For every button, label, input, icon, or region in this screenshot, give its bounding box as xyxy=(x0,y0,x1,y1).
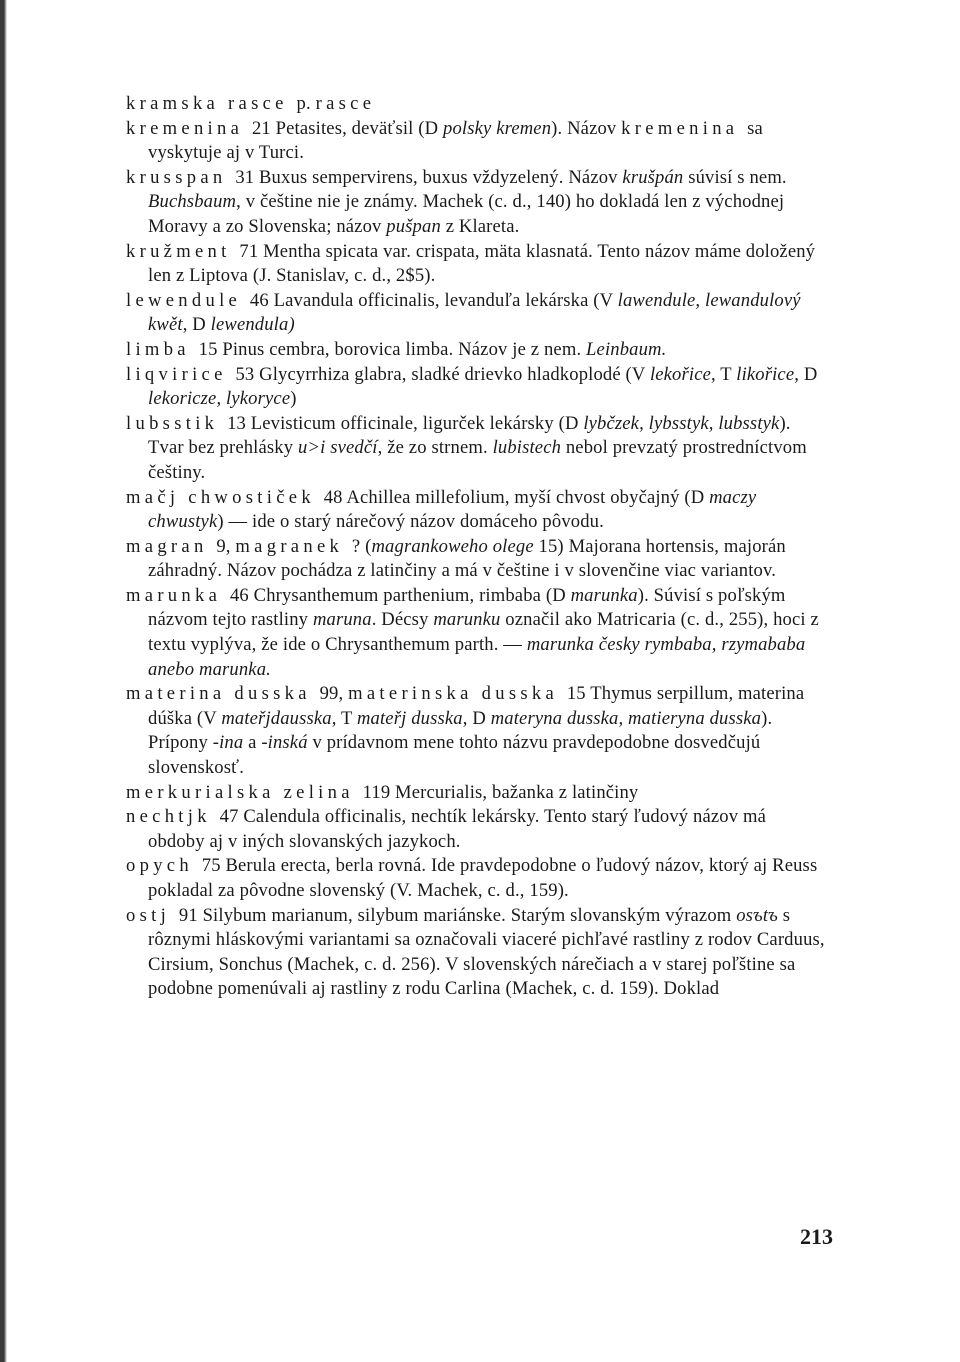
entry-variant-headword: rasce xyxy=(315,93,376,114)
entry-italic-text: lawendule, lewandulový kwět xyxy=(148,289,801,336)
entry-text: 53 Glycyrrhiza glabra, sladké drievko hladkoplodé (V xyxy=(230,363,650,385)
entry-text: označil ako Matricaria (c. d., 255), hoci z textu vyplýva, že ide o Chrysanthemum parth. — xyxy=(148,609,819,656)
entry-headword: mačj chwostiček xyxy=(126,486,315,508)
entry-text: , D xyxy=(462,707,491,729)
entry-text: ) xyxy=(290,388,297,410)
entry-italic-text: polsky kremen xyxy=(443,117,552,139)
dictionary-entry xyxy=(126,363,826,412)
entry-variant-headword: magranek xyxy=(235,535,344,557)
entry-text: ). Tvar bez prehlásky xyxy=(148,412,791,459)
entry-italic-text: magrankoweho olege xyxy=(371,535,534,557)
entry-text: 75 Berula erecta, berla rovná. Ide pravdepodobne o ľudový názov, ktorý aj Reuss pokladal za pôvodne slovenský (V. Machek, c. d., 159). xyxy=(148,855,818,901)
entry-variant-headword: materinska dusska xyxy=(348,683,559,705)
entry-text: s rôznymi hláskovými variantami sa označovali viaceré pichľavé rastliny z rodov Carduus, Cirsium, Sonchus (Machek, c. d. 256). V slovenských nárečiach a v starej poľštine sa podobne pomenúvali aj rastliny z rodu Carlina (Machek, c. d. 159). Doklad xyxy=(148,904,825,1000)
dictionary-entry xyxy=(126,240,826,289)
entry-italic-text: mateřjdausska xyxy=(221,707,332,729)
entry-italic-text: u>i svedčí xyxy=(297,437,378,459)
page-binding-edge xyxy=(0,0,7,1362)
entry-text: , v češtine nie je známy. Machek (c. d., 140) ho dokladá len z východnej Moravy a zo Slovenska; názov xyxy=(148,191,785,237)
entry-italic-text: Buchsbaum xyxy=(148,191,237,213)
entry-text: 91 Silybum marianum, silybum mariánske. Starým slovanským výrazom xyxy=(174,904,737,926)
entry-italic-text: materyna dusska, matieryna dusska xyxy=(490,707,762,729)
entry-text: 15 Pinus cembra, borovica limba. Názov je z nem. xyxy=(193,338,587,360)
entry-italic-text: marunka česky rymbaba, rzymababa anebo marunka. xyxy=(148,634,806,680)
entry-text: . Décsy xyxy=(371,609,434,631)
entry-text: 119 Mercurialis, bažanka z latinčiny xyxy=(357,781,639,803)
entry-headword: lubsstik xyxy=(126,412,219,434)
entry-text: 48 Achillea millefolium, myší chvost obyčajný (D xyxy=(318,486,710,508)
entry-text: 31 Buxus sempervirens, buxus vždyzelený. Názov xyxy=(230,166,623,188)
page-number: 213 xyxy=(800,1224,833,1249)
dictionary-text-column xyxy=(126,92,826,1002)
dictionary-entry xyxy=(126,338,826,363)
entry-text: nebol prevzatý prostredníctvom češtiny. xyxy=(148,437,807,483)
entry-text: sa vyskytuje aj v Turci. xyxy=(148,117,763,164)
entry-italic-text: pušpan xyxy=(386,215,441,237)
entry-text: 21 Petasites, deväťsil (D xyxy=(247,117,444,139)
dictionary-entry xyxy=(126,682,826,780)
entry-headword: marunka xyxy=(126,584,222,606)
entry-text: p. xyxy=(291,93,316,114)
dictionary-entry xyxy=(126,412,826,486)
entry-headword: materina dusska xyxy=(126,683,311,705)
entry-headword: nechtjk xyxy=(126,806,211,828)
entry-headword: kružment xyxy=(126,240,231,262)
entry-text: 99, xyxy=(314,683,349,705)
entry-headword: ostj xyxy=(126,904,171,926)
entry-italic-text: marunka xyxy=(570,584,638,606)
entry-headword: magran xyxy=(126,535,208,557)
entry-text: 46 Lavandula officinalis, levanduľa lekárska (V xyxy=(245,289,618,311)
entry-text: 9, xyxy=(211,535,236,557)
entry-text: , D xyxy=(794,363,818,385)
entry-headword: opych xyxy=(126,855,193,877)
entry-text: ). Súvisí s poľským názvom tejto rastliny xyxy=(148,584,786,631)
entry-text: z Klareta. xyxy=(440,215,520,237)
entry-italic-text: -inská xyxy=(261,732,308,754)
entry-text: ) — ide o starý nárečový názov domáceho pôvodu. xyxy=(217,511,604,533)
dictionary-entry xyxy=(126,904,826,1002)
entry-italic-text: lubistech xyxy=(492,437,562,459)
entry-headword: kremenina xyxy=(126,117,244,139)
entry-italic-text: maczy chwustyk xyxy=(148,486,757,533)
entry-text: , T xyxy=(711,363,737,385)
entry-italic-text: likořice xyxy=(736,363,795,385)
dictionary-entry xyxy=(126,486,826,535)
entry-italic-text: marunku xyxy=(433,609,501,631)
entry-italic-text: оsъtъ xyxy=(736,904,778,926)
dictionary-entry xyxy=(126,117,826,166)
entry-text: súvisí s nem. xyxy=(683,166,787,188)
entry-italic-text: lekořice xyxy=(649,363,712,385)
dictionary-entry xyxy=(126,289,826,338)
entry-italic-text: -ina xyxy=(212,732,244,754)
entry-headword: krusspan xyxy=(126,166,227,188)
entry-headword: merkurialska zelina xyxy=(126,781,354,803)
entry-italic-text: lekoricze, lykoryce xyxy=(148,388,291,410)
entry-text: a xyxy=(243,732,262,754)
dictionary-entry xyxy=(126,584,826,682)
entry-text: , D xyxy=(182,314,211,336)
entry-italic-text: mateřj dusska xyxy=(356,707,463,729)
entry-text: 15) Majorana hortensis, majorán záhradný. Názov pochádza z latinčiny a má v češtine i v slovenčine viac variantov. xyxy=(148,535,786,582)
entry-text: , že zo strnem. xyxy=(377,437,493,459)
entry-text: ? ( xyxy=(347,535,372,557)
entry-text: ). Názov xyxy=(551,117,622,139)
entry-text: 46 Chrysanthemum parthenium, rimbaba (D xyxy=(225,584,571,606)
entry-italic-text: lewendula) xyxy=(210,314,295,336)
dictionary-entry xyxy=(126,166,826,240)
entry-text: v prídavnom mene tohto názvu pravdepodobne dosvedčujú slovenskosť. xyxy=(148,732,761,779)
entry-italic-text: lybčzek, lybsstyk, lubsstyk xyxy=(583,412,780,434)
entry-italic-text: maruna xyxy=(312,609,372,631)
dictionary-entry xyxy=(126,805,826,854)
entry-italic-text: krušpán xyxy=(622,166,684,188)
entry-headword: kramska rasce xyxy=(126,93,288,114)
entry-text: 15 Thymus serpillum, materina dúška (V xyxy=(148,683,805,729)
dictionary-entry xyxy=(126,781,826,806)
entry-text: , T xyxy=(331,707,357,729)
entry-text: 13 Levisticum officinale, ligurček lekársky (D xyxy=(222,412,584,434)
entry-italic-text: Leinbaum. xyxy=(586,338,667,360)
entry-text: 71 Mentha spicata var. crispata, mäta klasnatá. Tento názov máme doložený len z Liptova (J. Stanislav, c. d., 2$5). xyxy=(148,240,816,287)
dictionary-entry xyxy=(126,854,826,903)
entry-variant-headword: kremenina xyxy=(621,117,739,139)
entry-headword: limba xyxy=(126,338,190,360)
dictionary-entry xyxy=(126,92,826,117)
entry-text: ). Prípony xyxy=(148,707,773,754)
entry-headword: liqvirice xyxy=(126,363,227,385)
entry-headword: lewendule xyxy=(126,289,242,311)
dictionary-entry xyxy=(126,535,826,584)
entry-text: 47 Calendula officinalis, nechtík lekársky. Tento starý ľudový názov má obdoby aj v iných slovanských jazykoch. xyxy=(148,806,766,852)
